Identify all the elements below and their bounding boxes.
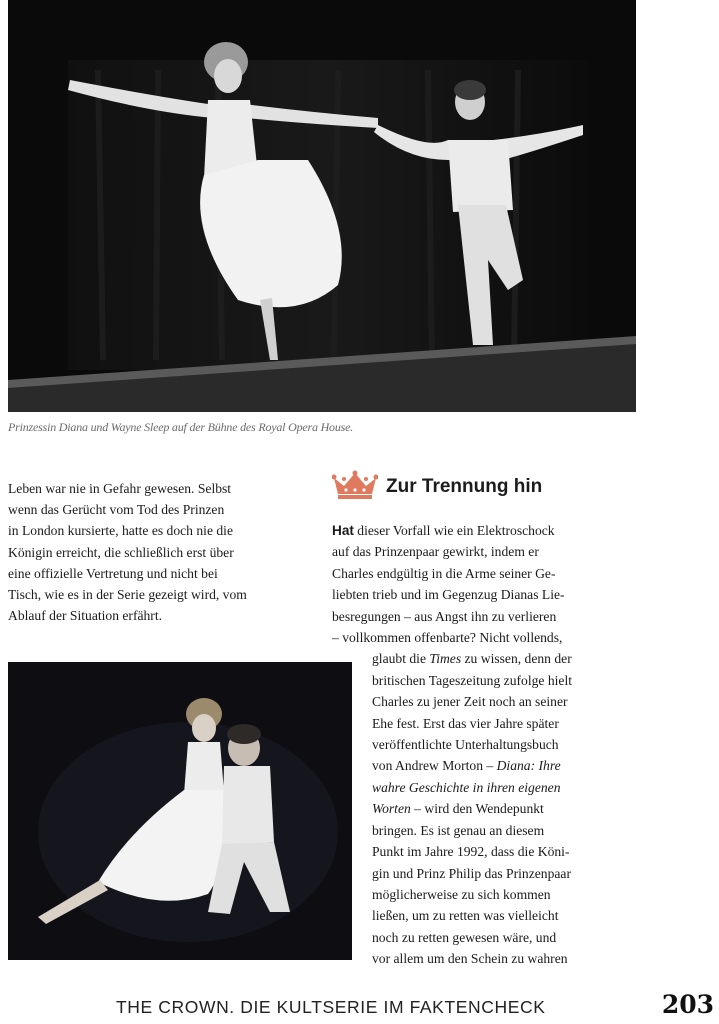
text-line: Ablauf der Situation erfährt. xyxy=(8,608,163,624)
text-line: Punkt im Jahre 1992, dass die Köni- xyxy=(372,844,570,860)
text-line: möglicherweise zu sich kommen xyxy=(372,886,551,902)
text-line: auf das Prinzenpaar gewirkt, indem er xyxy=(332,544,539,560)
text-line: Charles endgültig in die Arme seiner Ge- xyxy=(332,565,556,581)
stage-photo-top xyxy=(8,0,636,412)
text-line: von Andrew Morton – Diana: Ihre xyxy=(372,758,561,774)
text-line: glaubt die Times zu wissen, denn der xyxy=(372,651,572,667)
page-footer xyxy=(116,990,714,1019)
stage-photo-bottom xyxy=(8,662,352,960)
text-line: Charles zu jener Zeit noch an seiner xyxy=(372,694,568,710)
book-title: Worten xyxy=(372,801,411,817)
text-line: liebten trieb und im Gegenzug Dianas Lie- xyxy=(332,587,565,603)
newspaper-title: Times xyxy=(429,651,462,667)
section-heading xyxy=(332,470,542,504)
photo-caption: Prinzessin Diana und Wayne Sleep auf der Bühne des Royal Opera House. xyxy=(8,420,354,434)
text-line: Hat dieser Vorfall wie ein Elektroschock xyxy=(332,523,555,538)
book-title: Diana: Ihre xyxy=(496,758,561,774)
text-line: Leben war nie in Gefahr gewesen. Selbst xyxy=(8,481,232,496)
text-line: veröffentlichte Unterhaltungsbuch xyxy=(372,737,559,753)
text-line: Ehe fest. Erst das vier Jahre später xyxy=(372,715,559,731)
text-line: wenn das Gerücht vom Tod des Prinzen xyxy=(8,502,225,518)
text-line: besregungen – aus Angst ihn zu verlieren xyxy=(332,608,557,624)
text-line: Tisch, wie es in der Serie gezeigt wird, vom xyxy=(8,587,247,603)
text-line: britischen Tageszeitung zufolge hielt xyxy=(372,672,572,688)
text-line: vor allem um den Schein zu wahren xyxy=(372,951,568,967)
stage-photo-illustration xyxy=(8,0,636,412)
text-line: Königin erreicht, die schließlich erst über xyxy=(8,544,234,560)
text-line: in London kursierte, hatte es doch nie die xyxy=(8,523,233,539)
left-column-text xyxy=(8,478,320,626)
page-number: 203 xyxy=(661,990,714,1019)
running-title: THE CROWN. DIE KULTSERIE IM FAKTENCHECK xyxy=(116,997,546,1017)
section-title: Zur Trennung hin xyxy=(386,476,543,497)
dance-photo-illustration xyxy=(8,662,352,960)
text-line: ließen, um zu retten was vielleicht xyxy=(372,908,559,924)
text-line: noch zu retten gewesen wäre, und xyxy=(372,929,557,945)
text-line: – vollkommen offenbarte? Nicht vollends, xyxy=(332,630,563,646)
crown-icon xyxy=(332,470,378,505)
text-line: bringen. Es ist genau an diesem xyxy=(372,822,545,838)
text-line: Worten – wird den Wendepunkt xyxy=(372,801,544,817)
text-line: gin und Prinz Philip das Prinzenpaar xyxy=(372,865,571,881)
book-title: wahre Geschichte in ihren eigenen xyxy=(372,779,561,795)
text-line: eine offizielle Vertretung und nicht bei xyxy=(8,565,218,581)
right-column-text xyxy=(332,520,632,970)
lead-word: Hat xyxy=(332,523,354,538)
